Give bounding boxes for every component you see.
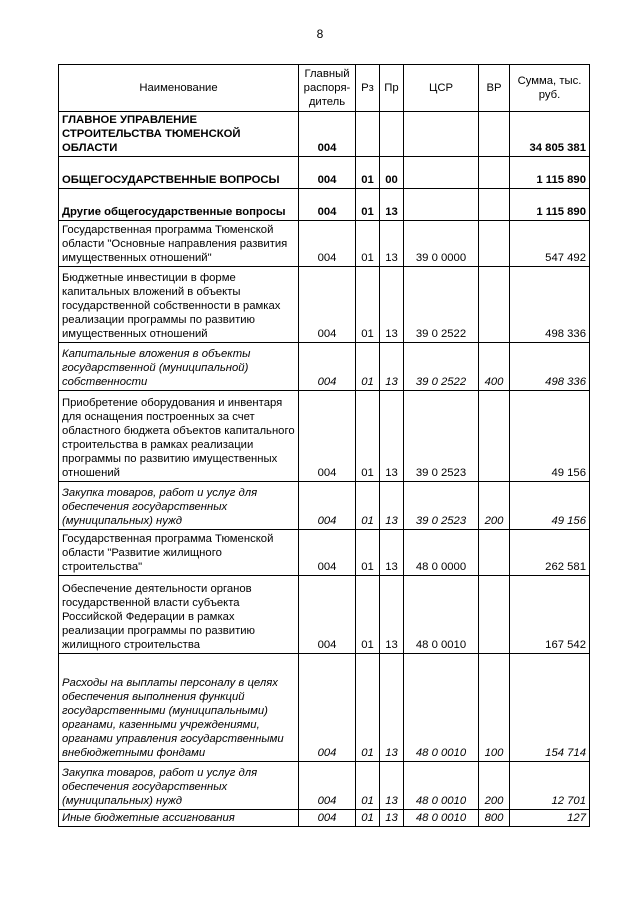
row-name: Приобретение оборудования и инвентаря для оснащения построенных за счет областного бюджета объектов капитального строительства в рамках реализации программы по развитию имущественных отношений: [59, 391, 299, 482]
row-csr: [404, 112, 479, 157]
row-sum: 12 701: [510, 762, 590, 810]
row-rz: 01: [356, 482, 380, 530]
row-csr: 39 0 0000: [404, 221, 479, 267]
row-pr: 13: [380, 576, 404, 654]
row-pr: [380, 112, 404, 157]
row-name: ГЛАВНОЕ УПРАВЛЕНИЕ СТРОИТЕЛЬСТВА ТЮМЕНСКОЙ ОБЛАСТИ: [59, 112, 299, 157]
row-csr: 48 0 0010: [404, 762, 479, 810]
row-gr: 004: [299, 391, 356, 482]
row-name: Другие общегосударственные вопросы: [59, 189, 299, 221]
page-number: 8: [316, 27, 324, 41]
header-csr: ЦСР: [404, 65, 479, 112]
row-sum: 498 336: [510, 343, 590, 391]
row-csr: 39 0 2523: [404, 391, 479, 482]
row-pr: 13: [380, 343, 404, 391]
table-row: [59, 221, 590, 267]
row-sum: 49 156: [510, 482, 590, 530]
table-row: [59, 343, 590, 391]
row-rz: 01: [356, 530, 380, 576]
row-rz: 01: [356, 267, 380, 343]
row-vr: [479, 112, 510, 157]
table-row: [59, 654, 590, 762]
row-sum: 1 115 890: [510, 189, 590, 221]
row-sum: 547 492: [510, 221, 590, 267]
row-gr: 004: [299, 530, 356, 576]
row-vr: 100: [479, 654, 510, 762]
row-name: ОБЩЕГОСУДАРСТВЕННЫЕ ВОПРОСЫ: [59, 157, 299, 189]
row-gr: 004: [299, 221, 356, 267]
table-row: [59, 530, 590, 576]
table-row: [59, 112, 590, 157]
table-row: [59, 810, 590, 827]
row-csr: 39 0 2522: [404, 343, 479, 391]
row-rz: 01: [356, 654, 380, 762]
row-vr: [479, 221, 510, 267]
row-sum: 262 581: [510, 530, 590, 576]
row-rz: 01: [356, 157, 380, 189]
row-vr: [479, 391, 510, 482]
row-gr: 004: [299, 343, 356, 391]
row-gr: 004: [299, 810, 356, 827]
row-gr: 004: [299, 112, 356, 157]
row-rz: 01: [356, 189, 380, 221]
row-name: Государственная программа Тюменской области "Развитие жилищного строительства": [59, 530, 299, 576]
row-pr: 13: [380, 221, 404, 267]
table-row: [59, 482, 590, 530]
row-sum: 34 805 381: [510, 112, 590, 157]
row-sum: 498 336: [510, 267, 590, 343]
row-gr: 004: [299, 189, 356, 221]
table-row: [59, 391, 590, 482]
header-pr: Пр: [380, 65, 404, 112]
row-csr: [404, 157, 479, 189]
row-vr: 200: [479, 762, 510, 810]
row-vr: [479, 189, 510, 221]
row-name: Закупка товаров, работ и услуг для обеспечения государственных (муниципальных) нужд: [59, 762, 299, 810]
row-csr: 48 0 0010: [404, 810, 479, 827]
row-pr: 13: [380, 189, 404, 221]
row-gr: 004: [299, 267, 356, 343]
row-vr: 800: [479, 810, 510, 827]
header-row: [59, 65, 590, 112]
row-gr: 004: [299, 482, 356, 530]
budget-table: [58, 64, 590, 827]
row-rz: [356, 112, 380, 157]
row-vr: 200: [479, 482, 510, 530]
row-name: Иные бюджетные ассигнования: [59, 810, 299, 827]
row-name: Расходы на выплаты персоналу в целях обеспечения выполнения функций государственными (муниципальными) органами, казенными учреждениями, органами управления государственными внебюджетными фондами: [59, 654, 299, 762]
row-name: Государственная программа Тюменской области "Основные направления развития имущественных отношений": [59, 221, 299, 267]
row-sum: 1 115 890: [510, 157, 590, 189]
row-csr: [404, 189, 479, 221]
table-row: [59, 189, 590, 221]
row-vr: 400: [479, 343, 510, 391]
row-sum: 167 542: [510, 576, 590, 654]
row-sum: 127: [510, 810, 590, 827]
row-sum: 154 714: [510, 654, 590, 762]
row-rz: 01: [356, 762, 380, 810]
row-rz: 01: [356, 221, 380, 267]
table-row: [59, 157, 590, 189]
table-row: [59, 762, 590, 810]
row-gr: 004: [299, 654, 356, 762]
table-row: [59, 576, 590, 654]
row-vr: [479, 157, 510, 189]
row-name: Бюджетные инвестиции в форме капитальных вложений в объекты государственной собственности в рамках реализации программы по развитию имущественных отношений: [59, 267, 299, 343]
row-pr: 13: [380, 267, 404, 343]
header-rz: Рз: [356, 65, 380, 112]
row-pr: 13: [380, 391, 404, 482]
row-pr: 13: [380, 654, 404, 762]
row-pr: 13: [380, 530, 404, 576]
header-glavny: Главный распоря-дитель: [299, 65, 356, 112]
row-pr: 13: [380, 482, 404, 530]
row-sum: 49 156: [510, 391, 590, 482]
row-rz: 01: [356, 391, 380, 482]
row-csr: 39 0 2522: [404, 267, 479, 343]
row-pr: 13: [380, 762, 404, 810]
row-rz: 01: [356, 576, 380, 654]
row-pr: 13: [380, 810, 404, 827]
row-vr: [479, 530, 510, 576]
row-rz: 01: [356, 810, 380, 827]
row-csr: 48 0 0010: [404, 654, 479, 762]
row-gr: 004: [299, 576, 356, 654]
row-vr: [479, 576, 510, 654]
row-rz: 01: [356, 343, 380, 391]
header-summa: Сумма, тыс. руб.: [510, 65, 590, 112]
row-csr: 48 0 0000: [404, 530, 479, 576]
row-name: Закупка товаров, работ и услуг для обеспечения государственных (муниципальных) нужд: [59, 482, 299, 530]
row-name: Капитальные вложения в объекты государственной (муниципальной) собственности: [59, 343, 299, 391]
row-gr: 004: [299, 762, 356, 810]
row-csr: 48 0 0010: [404, 576, 479, 654]
row-name: Обеспечение деятельности органов государственной власти субъекта Российской Федерации в рамках реализации программы по развитию жилищного строительства: [59, 576, 299, 654]
row-gr: 004: [299, 157, 356, 189]
row-vr: [479, 267, 510, 343]
row-pr: 00: [380, 157, 404, 189]
row-csr: 39 0 2523: [404, 482, 479, 530]
table-row: [59, 267, 590, 343]
header-name: Наименование: [59, 65, 299, 112]
header-vr: ВР: [479, 65, 510, 112]
